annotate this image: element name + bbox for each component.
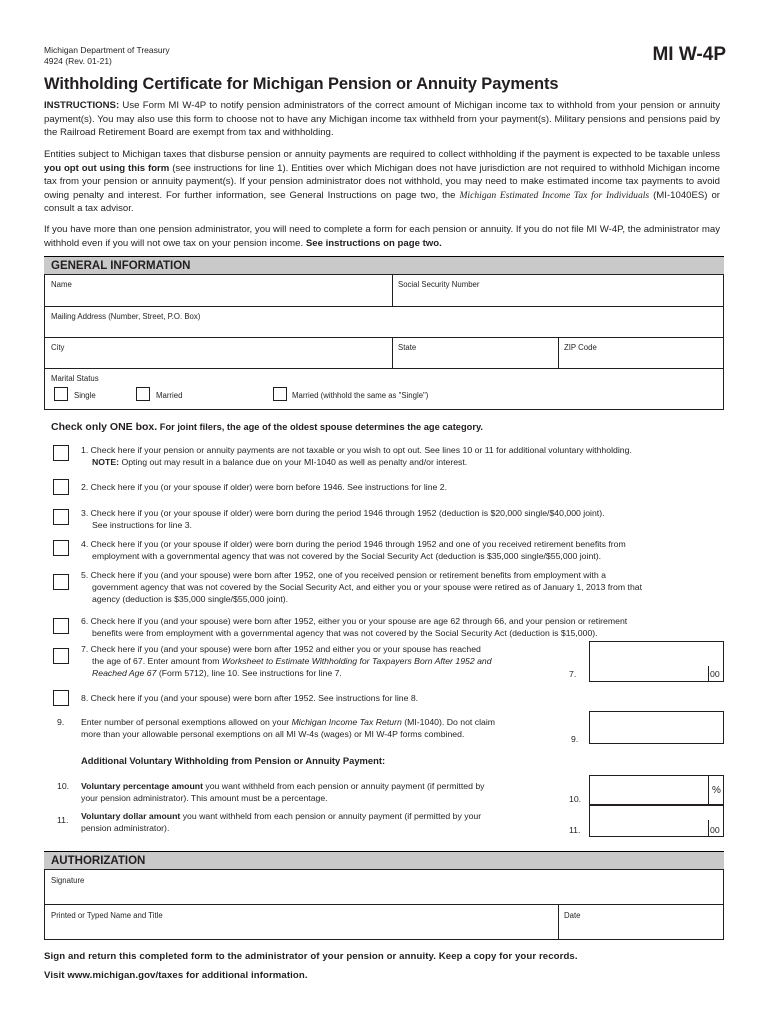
line-5-checkbox[interactable] [53,574,69,590]
line-10-bold: Voluntary percentage amount [81,781,203,791]
line-7-checkbox[interactable] [53,648,69,664]
line-3-text: 3. Check here if you (or your spouse if older) were born during the period 1946 through 1952 (deduction is $20,000 single/$40,000 joint). [81,508,605,518]
line-9-a-b: (MI-1040). Do not claim [401,717,496,727]
line-11-dollar-field[interactable] [589,804,724,837]
line-7-cents: 00 [710,669,720,679]
signature-label: Signature [51,876,85,885]
line-9-number: 9. [571,734,579,744]
p2-bold: you opt out using this form [44,162,170,174]
date-field[interactable] [559,921,723,939]
printed-name-field[interactable] [45,921,557,939]
check-one-rest: For joint filers, the age of the oldest spouse determines the age category. [157,422,484,432]
line-11-text-b: pension administrator). [81,823,170,833]
line-11-number: 11. [569,825,581,835]
line-2-text: 2. Check here if you (or your spouse if older) were born before 1946. See instructions for line 2. [81,482,448,492]
line-5-text-b: government agency that was not covered by the Social Security Act, and either you or your spouse were retired as of January 1, 2013 from that [92,582,643,592]
line-1-note-label: NOTE: [92,457,120,467]
line-1-note [92,457,467,469]
p3-bold: See instructions on page two. [305,237,442,249]
form-revision: 4924 (Rev. 01-21) [44,56,112,66]
line-11-bold: Voluntary dollar amount [81,811,181,821]
line-7-text-c [92,668,342,680]
zip-field[interactable] [559,353,723,367]
line-10-percentage-field[interactable] [589,775,724,806]
additional-withholding-heading: Additional Voluntary Withholding from Pension or Annuity Payment: [81,755,386,766]
line-3-checkbox[interactable] [53,509,69,525]
line-5-text: 5. Check here if you (and your spouse) were born after 1952, one of you received pension or retirement benefits from employment with a [81,570,606,580]
line-7-text-b [92,656,492,668]
line-1-checkbox[interactable] [53,445,69,461]
line-4-text: 4. Check here if you (or your spouse if older) were born during the period 1946 through 1952 and one of you received retirement benefits from [81,539,626,549]
line-8-text: 8. Check here if you (and your spouse) were born after 1952. See instructions for line 8. [81,693,419,703]
line-10-percent-sign: % [712,785,721,796]
instructions-text-1: Use Form MI W-4P to notify pension administrators of the correct amount of Michigan income tax to withhold from your pension or annuity payment(s). You may also use this form to choose not to have any Michigan income tax withheld from your payment(s). Military pensions and pensions paid by the Railroad Retirement Board are exempt from tax and withholding. [44,100,720,138]
line-7-c-rest: (Form 5712), line 10. See instructions for line 7. [156,668,342,678]
married-label: Married [156,391,183,400]
line-6-text-b: benefits were from employment with a governmental agency that was not covered by the Social Security Act (deduction is $15,000). [92,628,598,638]
name-label: Name [51,280,72,289]
line-1-note-text: Opting out may result in a balance due on your MI-1040 as well as penalty and/or interest. [119,457,468,467]
marital-status-label: Marital Status [51,374,99,383]
p2-c: (MI-1040ES) or consult a tax advisor. [44,189,720,214]
line-11-number-left: 11. [57,815,69,825]
state-label: State [398,343,417,352]
line-10-number: 10. [569,794,582,804]
signature-field[interactable] [45,886,723,903]
line-11-cents: 00 [710,825,720,835]
general-information-heading: GENERAL INFORMATION [44,256,724,274]
check-one-heading [51,421,483,433]
line-8-checkbox[interactable] [53,690,69,706]
line-4-text-b: employment with a governmental agency that was not covered by the Social Security Act (deduction is $35,000 single/$55,000 joint). [92,551,601,561]
check-one-bold: Check only ONE box. [51,421,158,433]
line-2-checkbox[interactable] [53,479,69,495]
line-9-text [81,717,495,729]
zip-label: ZIP Code [564,343,597,352]
authorization-heading: AUTHORIZATION [44,851,724,869]
line-4-checkbox[interactable] [53,540,69,556]
line-10-text [81,781,485,793]
address-field[interactable] [45,322,723,336]
ssn-label: Social Security Number [398,280,480,289]
married-checkbox[interactable] [136,387,150,401]
line-7-b-italic: Worksheet to Estimate Withholding for Taxpayers Born After 1952 and [221,656,492,666]
instructions-paragraph-1 [44,99,720,140]
instructions-label: INSTRUCTIONS: [44,100,120,111]
date-label: Date [564,911,581,920]
address-label: Mailing Address (Number, Street, P.O. Box) [51,312,201,321]
city-label: City [51,343,65,352]
city-field[interactable] [45,353,391,367]
ssn-field[interactable] [393,290,723,305]
line-7-number: 7. [569,669,577,679]
line-10-a: you want withheld from each pension or annuity payment (if permitted by [202,781,485,791]
line-10-text-b: your pension administrator). This amount must be a percentage. [81,793,328,803]
line-9-a-italic: Michigan Income Tax Return [291,717,402,727]
married-single-label: Married (withhold the same as "Single") [292,391,429,400]
line-7-text: 7. Check here if you (and your spouse) were born after 1952 and either you or your spouse has reached [81,644,481,654]
line-6-checkbox[interactable] [53,618,69,634]
line-9-number-left: 9. [57,717,65,727]
line-3-text-b: See instructions for line 3. [92,520,192,530]
line-11-a: you want withheld from each pension or annuity payment (if permitted by your [180,811,482,821]
instructions-paragraph-2 [44,148,720,216]
line-10-number-left: 10. [57,781,70,791]
line-11-text [81,811,481,823]
footer-website: Visit www.michigan.gov/taxes for additional information. [44,970,308,981]
printed-name-label: Printed or Typed Name and Title [51,911,163,920]
state-field[interactable] [393,353,557,367]
instructions-paragraph-3 [44,223,720,250]
line-7-b-a: the age of 67. Enter amount from [92,656,222,666]
p2-a: Entities subject to Michigan taxes that disburse pension or annuity payments are required to collect withholding if the payment is expected to be taxable unless [44,149,720,160]
married-single-checkbox[interactable] [273,387,287,401]
agency-name: Michigan Department of Treasury [44,45,170,55]
line-9-exemptions-field[interactable] [589,711,724,744]
p2-b: (see instructions for line 1). Entities over which Michigan does not have jurisdiction are not required to withhold Michigan income tax from your pension or annuity payment(s). If your pension administrator does not withhold, you may need to make estimated income tax payments to avoid owing penalty and interest. For further information, see General Instructions on page two, the [44,162,720,201]
line-9-a-a: Enter number of personal exemptions allowed on your [81,717,292,727]
page-title: Withholding Certificate for Michigan Pension or Annuity Payments [44,75,559,93]
single-label: Single [74,391,96,400]
single-checkbox[interactable] [54,387,68,401]
line-7-amount-field[interactable] [589,641,724,682]
line-5-text-c: agency (deduction is $35,000 single/$55,000 joint). [92,594,289,604]
p2-italic: Michigan Estimated Income Tax for Individuals [459,189,650,201]
p3-a: If you have more than one pension administrator, you will need to complete a form for each pension or annuity. If you do not file MI W-4P, the administrator may withhold even if you will not owe tax on your pension income. [44,224,720,249]
line-6-text: 6. Check here if you (and your spouse) were born after 1952, either you or your spouse are age 62 through 66, and your pension or retirement [81,616,628,626]
form-number: MI W-4P [652,44,726,65]
name-field[interactable] [45,290,391,305]
line-1-text: 1. Check here if your pension or annuity payments are not taxable or you wish to opt out. See lines 10 or 11 for additional voluntary withholding. [81,445,632,455]
footer-instruction: Sign and return this completed form to the administrator of your pension or annuity. Keep a copy for your records. [44,951,578,962]
line-7-c-italic: Reached Age 67 [92,668,157,678]
line-9-text-b: more than your allowable personal exemptions on all MI W-4s (wages) or MI W-4P forms combined. [81,729,465,739]
